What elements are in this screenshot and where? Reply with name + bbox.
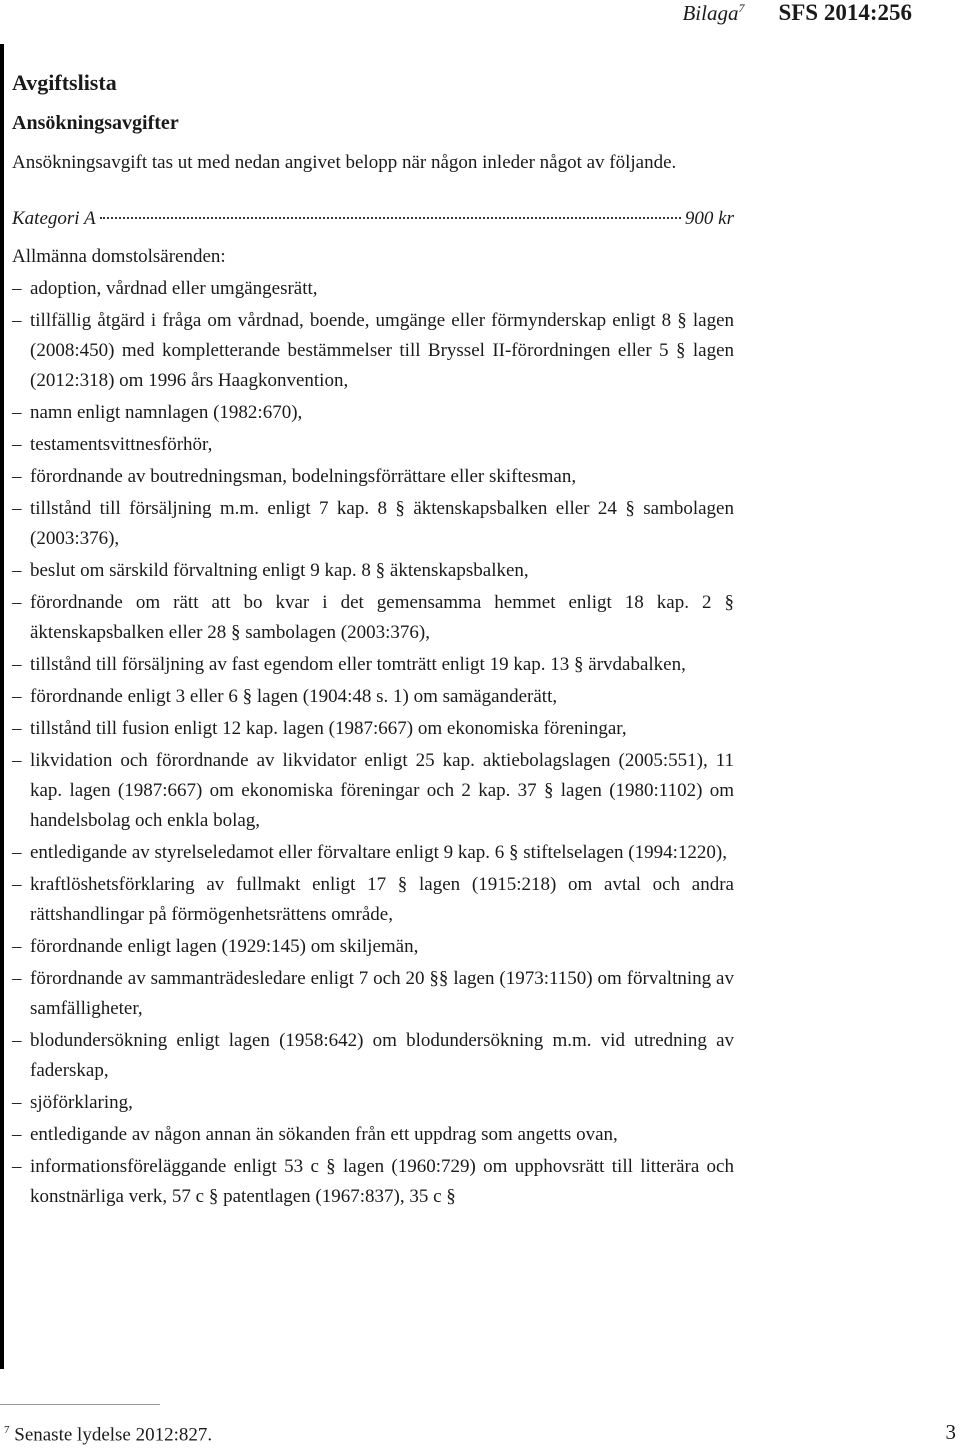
list-item: – förordnande om rätt att bo kvar i det gemensamma hemmet enligt 18 kap. 2 § äktenskapsbalken eller 28 § sambolagen (2003:376), <box>12 588 734 648</box>
list-item: – informationsföreläggande enligt 53 c § lagen (1960:729) om upphovsrätt till litterära och konstnärliga verk, 57 c § patentlagen (1967:837), 35 c § <box>12 1152 734 1212</box>
list-item: – förordnande av boutredningsman, bodelningsförrättare eller skiftesman, <box>12 462 734 492</box>
footnote <box>4 1418 212 1447</box>
kategori-amount: 900 kr <box>684 208 734 229</box>
section-subtitle: Ansökningsavgifter <box>12 112 179 134</box>
footnote-marker: 7 <box>4 1424 10 1436</box>
list-item: – blodundersökning enligt lagen (1958:642) om blodundersökning m.m. vid utredning av faderskap, <box>12 1026 734 1086</box>
list-item: – likvidation och förordnande av likvidator enligt 25 kap. aktiebolagslagen (2005:551), 11 kap. lagen (1987:667) om ekonomiska föreningar och 2 kap. 37 § lagen (1980:1102) om handelsbolag och enkla bolag, <box>12 746 734 836</box>
list-item: – tillstånd till försäljning m.m. enligt 7 kap. 8 § äktenskapsbalken eller 24 § sambolagen (2003:376), <box>12 494 734 554</box>
bilaga-footnote-marker: 7 <box>738 1 745 15</box>
list-item: – förordnande enligt lagen (1929:145) om skiljemän, <box>12 932 734 962</box>
page-number: 3 <box>945 1420 956 1444</box>
list-item: – beslut om särskild förvaltning enligt 9 kap. 8 § äktenskapsbalken, <box>12 556 734 586</box>
footnote-rule <box>0 1404 160 1405</box>
list-item: – adoption, vårdnad eller umgängesrätt, <box>12 274 734 304</box>
group-heading: Allmänna domstolsärenden: <box>12 246 226 267</box>
document-title: Avgiftslista <box>12 70 117 95</box>
page-header <box>682 0 912 26</box>
document-body <box>12 66 734 1212</box>
bilaga-label: Bilaga$^7$ <box>682 1 745 25</box>
list-item: – tillstånd till fusion enligt 12 kap. lagen (1987:667) om ekonomiska föreningar, <box>12 714 734 744</box>
list-item: – testamentsvittnesförhör, <box>12 430 734 460</box>
list-item: – tillfällig åtgärd i fråga om vårdnad, boende, umgänge eller förmynderskap enligt 8 § lagen (2008:450) med kompletterande bestämmelser till Bryssel II-förordningen eller 5 § lagen (2012:318) om 1996 års Haagkonvention, <box>12 306 734 396</box>
kategori-label: Kategori A <box>12 208 96 229</box>
list-item: – förordnande enligt 3 eller 6 § lagen (1904:48 s. 1) om samäganderätt, <box>12 682 734 712</box>
item-list <box>12 274 734 1212</box>
list-item: – kraftlöshetsförklaring av fullmakt enligt 17 § lagen (1915:218) om avtal och andra rättshandlingar på förmögenhetsrättens område, <box>12 870 734 930</box>
kategori-row <box>12 204 734 234</box>
list-item: – entledigande av styrelseledamot eller förvaltare enligt 9 kap. 6 § stiftelselagen (1994:1220), <box>12 838 734 868</box>
list-item: – sjöförklaring, <box>12 1088 734 1118</box>
dot-leader <box>100 217 681 219</box>
footnote-text: Senaste lydelse 2012:827. <box>14 1424 213 1446</box>
list-item: – entledigande av någon annan än sökanden från ett uppdrag som angetts ovan, <box>12 1120 734 1150</box>
intro-paragraph: Ansökningsavgift tas ut med nedan angivet belopp när någon inleder något av följande. <box>12 152 677 173</box>
list-item: – namn enligt namnlagen (1982:670), <box>12 398 734 428</box>
margin-bar <box>0 44 4 1369</box>
list-item: – tillstånd till försäljning av fast egendom eller tomträtt enligt 19 kap. 13 § ärvdabalken, <box>12 650 734 680</box>
sfs-number: SFS 2014:256 <box>778 0 912 25</box>
list-item: – förordnande av sammanträdesledare enligt 7 och 20 §§ lagen (1973:1150) om förvaltning av samfälligheter, <box>12 964 734 1024</box>
